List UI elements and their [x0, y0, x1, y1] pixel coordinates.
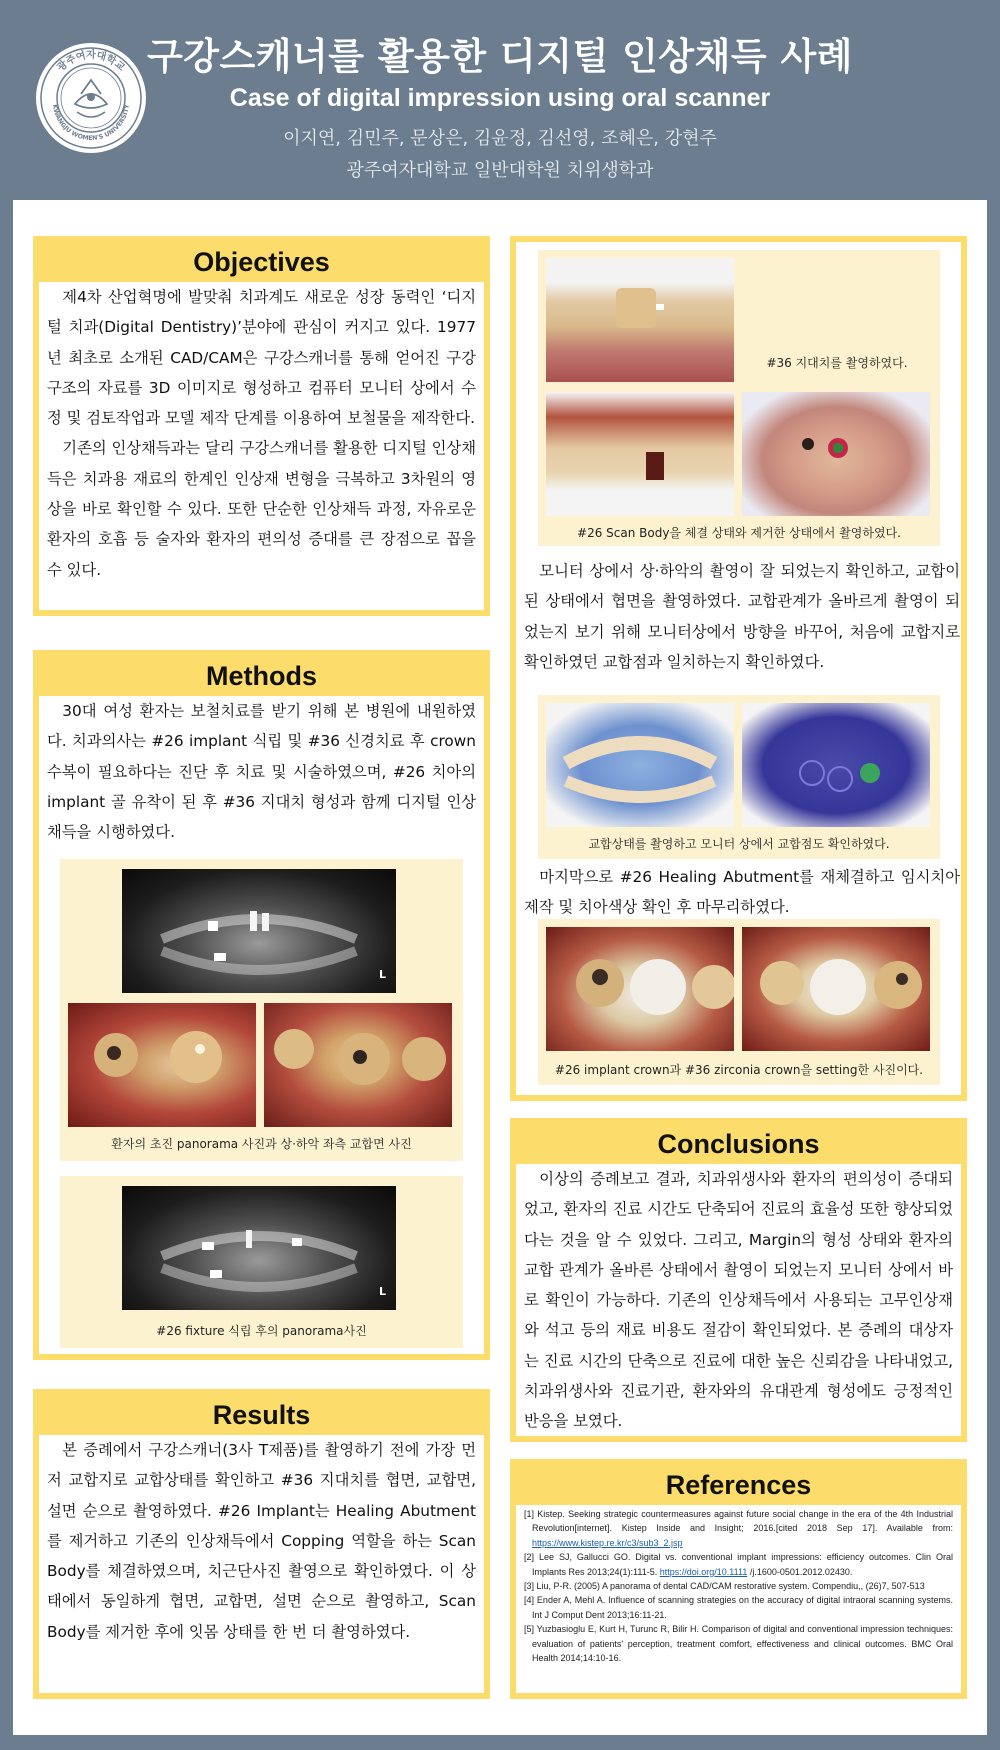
results-heading: Results	[39, 1395, 484, 1435]
references-section	[510, 1459, 967, 1699]
conclusions-paragraph: 이상의 증례보고 결과, 치과위생사와 환자의 편의성이 증대되었고, 환자의 진료 시간도 단축되어 진료의 효율성 또한 향상되었다는 것을 알 수 있었다. 그리고, Margin의 형성 상태와 환자의 교합 관계가 올바른 상태에서 촬영이 되었는지 모니터 상에서 바로 확인이 가능하다. 기존의 인상채득에서 사용되는 고무인상재와 석고 등의 재료 비용도 절감이 확인되었다. 본 증례의 대상자는 진료 시간의 단축으로 진료에 대한 높은 신뢰감을 나타내었고, 치과위생사와 진료기관, 환자와의 유대관계 형성에도 긍정적인 반응을 보였다.	[524, 1170, 953, 1431]
references-heading: References	[516, 1465, 961, 1505]
bite-check-paragraph: 모니터 상에서 상·하악의 촬영이 잘 되었는지 확인하고, 교합이 된 상태에서 협면을 촬영하였다. 교합관계가 올바르게 촬영이 되었는지 보기 위해 모니터상에서 방향을 바꾸어, 처음에 교합지로 확인하였던 교합점과 일치하는지 확인하였다.	[524, 562, 960, 671]
initial-photos-figure	[60, 859, 463, 1161]
final-crowns-figure	[538, 919, 940, 1085]
post-fixture-caption: #26 fixture 식립 후의 panorama사진	[156, 1324, 367, 1338]
reference-item: [4] Ender A, Mehl A. Influence of scanning strategies on the accuracy of digital intraoral scanning systems. Int J Comput Dent 2013;16:11-21.	[524, 1595, 953, 1620]
panorama-xray-after-fixture	[122, 1186, 396, 1310]
scan-26-with-scanbody	[546, 392, 734, 516]
reference-item	[524, 1550, 953, 1579]
conclusions-section	[510, 1118, 967, 1442]
affiliation: 광주여자대학교 일반대학원 치위생학과	[346, 160, 654, 181]
xray-side-marker: L	[378, 968, 386, 981]
objectives-paragraph-1: 제4차 산업혁명에 발맞춰 치과계도 새로운 성장 동력인 ‘디지털 치과(Digital Dentistry)’분야에 관심이 커지고 있다. 1977년 최초로 소개된 CAD/CAM은 구강스캐너를 통해 얻어진 구강구조의 자료를 3D 이미지로 형성하고 컴퓨터 모니터 상에서 수정 및 검토작업과 모델 제작 단계를 이용하여 보철물을 제작한다.	[47, 288, 476, 428]
bite-scan-caption: 교합상태를 촬영하고 모니터 상에서 교합점도 확인하였다.	[588, 837, 890, 851]
poster-title-korean: 구강스캐너를 활용한 디지털 인상채득 사례	[147, 35, 853, 78]
reference-1-link[interactable]: https://www.kistep.re.kr/c3/sub3_2.jsp	[532, 1537, 683, 1548]
bite-scan-buccal	[546, 703, 734, 827]
scan-36-abutment	[546, 258, 734, 382]
scan-36-figure	[538, 250, 940, 546]
reference-item: [3] Liu, P-R. (2005) A panorama of dental CAD/CAM restorative system. Compendiu,, (26)7, 507-513	[524, 1581, 925, 1592]
final-crowns-caption: #26 implant crown과 #36 zirconia crown을 setting한 사진이다.	[554, 1063, 924, 1077]
reference-item	[524, 1507, 953, 1550]
poster-content	[13, 200, 987, 1735]
xray-side-marker: L	[378, 1285, 386, 1298]
post-fixture-figure	[60, 1176, 463, 1348]
reference-2-suffix: /j.1600-0501.2012.02430.	[749, 1566, 853, 1577]
final-crowns-photo-upper	[546, 927, 734, 1051]
results-figures-section	[510, 236, 967, 1101]
results-section	[33, 1389, 490, 1699]
results-paragraph: 본 증례에서 구강스캐너(3사 T제품)를 촬영하기 전에 가장 먼저 교합지로 교합상태를 확인하고 #36 지대치를 협면, 교합면, 설면 순으로 촬영하였다. #26 Implant는 Healing Abutment를 제거하고 기존의 인상채득에서 Copping 역할을 하는 Scan Body를 체결하였으며, 치근단사진 촬영으로 확인하였다. 이 상태에서 동일하게 협면, 교합면, 설면 순으로 촬영하고, Scan Body를 제거한 후에 잇몸 상태를 한 번 더 촬영하였다.	[47, 1441, 476, 1641]
scan-26-without-scanbody	[742, 392, 930, 516]
logo-text-top: 광주여자대학교	[55, 50, 127, 74]
conclusions-heading: Conclusions	[516, 1124, 961, 1164]
initial-photos-caption: 환자의 초진 panorama 사진과 상·하악 좌측 교합면 사진	[111, 1137, 412, 1151]
methods-paragraph: 30대 여성 환자는 보철치료를 받기 위해 본 병원에 내원하였다. 치과의사는 #26 implant 식립 및 #36 신경치료 후 crown 수복이 필요하다는 진단 후 치료 및 시술하였으며, #26 치아의 implant 골 유착이 된 후 #36 지대치 형성과 함께 디지털 인상채득을 시행하였다.	[47, 702, 476, 842]
final-crowns-photo-lower	[742, 927, 930, 1051]
panorama-xray-initial	[122, 869, 396, 993]
reference-2-link[interactable]: https://doi.org/10.1111	[659, 1566, 748, 1577]
logo-text-bottom: KWANGJU WOMEN'S UNIVERSITY	[51, 103, 131, 143]
reference-list	[516, 1505, 961, 1665]
bite-check-text	[524, 556, 960, 677]
objectives-heading: Objectives	[39, 242, 484, 282]
methods-heading: Methods	[39, 656, 484, 696]
poster-title-english: Case of digital impression using oral scanner	[229, 84, 771, 112]
reference-1-text: [1] Kistep. Seeking strategic countermeasures against future social change in the era of the 4th Industrial Revolution[internet]. Kistep Inside and Insight; 2016.[cited 2018 Sep 17]. Available from:	[524, 1509, 953, 1534]
bite-scan-occlusal-points	[742, 703, 930, 827]
finish-text	[524, 862, 960, 923]
lower-occlusal-photo	[264, 1003, 452, 1127]
objectives-paragraph-2: 기존의 인상채득과는 달리 구강스캐너를 활용한 디지털 인상채득은 치과용 재료의 한계인 인상재 변형을 극복하고 3차원의 영상을 바로 확인할 수 있다. 또한 단순한 인상채득 과정, 자유로운 환자의 호흡 등 술자와 환자의 편의성 증대를 큰 장점으로 꼽을 수 있다.	[47, 439, 476, 579]
reference-2-text: [2] Lee SJ, Gallucci GO. Digital vs. conventional implant impressions: efficiency outcomes. Clin Oral Implants Res 2013;24(1):111-5.	[524, 1552, 953, 1577]
scan-26-caption: #26 Scan Body을 체결 상태와 제거한 상태에서 촬영하였다.	[577, 526, 901, 540]
reference-item: [5] Yuzbasioglu E, Kurt H, Turunc R, Bilir H. Comparison of digital and conventional impression techniques: evaluation of patients' perception, treatment comfort, effectiveness and clinical outcomes. BMC Oral Health 2014;14:10-16.	[524, 1624, 953, 1664]
bite-scan-figure	[538, 695, 940, 859]
author-list: 이지연, 김민주, 문상은, 김윤정, 김선영, 조혜은, 강현주	[283, 128, 717, 149]
upper-occlusal-photo	[68, 1003, 256, 1127]
finish-paragraph: 마지막으로 #26 Healing Abutment를 재체결하고 임시치아 제작 및 치아색상 확인 후 마무리하였다.	[524, 868, 960, 917]
scan-36-caption: #36 지대치를 촬영하였다.	[766, 356, 908, 370]
objectives-section	[33, 236, 490, 616]
methods-section	[33, 650, 490, 1360]
poster-header	[0, 0, 1000, 200]
